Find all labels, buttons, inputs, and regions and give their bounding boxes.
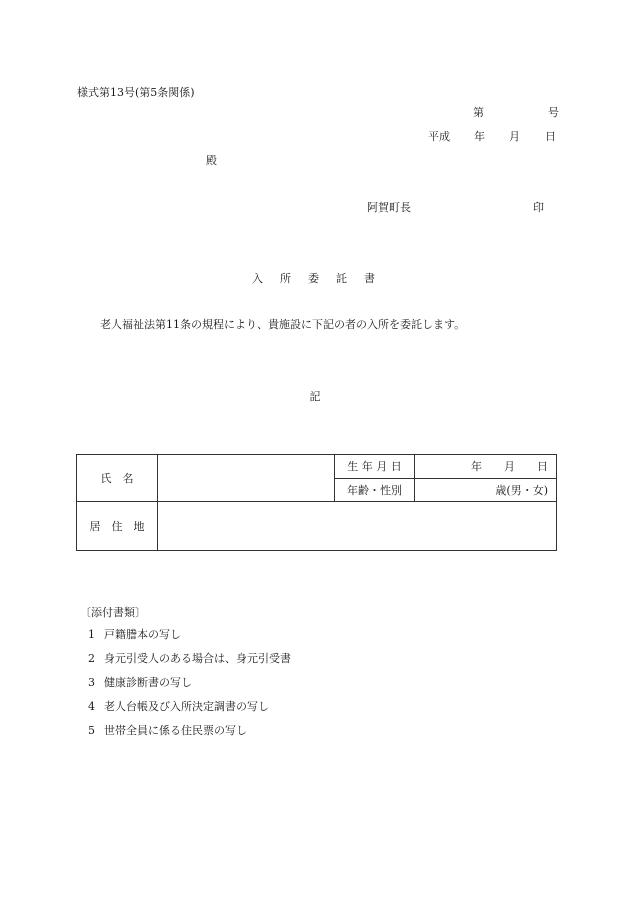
item-text: 健康診断書の写し <box>104 676 192 689</box>
name-field[interactable] <box>158 455 335 502</box>
item-text: 世帯全員に係る住民票の写し <box>104 724 247 737</box>
document-number-suffix: 号 <box>548 106 559 119</box>
body-text: 老人福祉法第11条の規程により、貴施設に下記の者の入所を委託します。 <box>100 318 466 331</box>
item-number: 5 <box>88 724 95 737</box>
table-row <box>77 502 557 551</box>
item-text: 老人台帳及び入所決定調書の写し <box>104 700 269 713</box>
dob-field[interactable]: 年 月 日 <box>415 455 557 479</box>
date-month: 月 <box>509 130 520 143</box>
document-title: 入 所 委 託 書 <box>252 272 378 285</box>
list-item <box>88 724 291 748</box>
item-text: 身元引受人のある場合は、身元引受書 <box>104 652 291 665</box>
document-number-prefix: 第 <box>473 106 484 119</box>
document-number <box>473 106 559 120</box>
issue-date <box>428 130 556 144</box>
address-field[interactable] <box>158 502 557 551</box>
item-number: 4 <box>88 700 95 713</box>
date-day: 日 <box>545 130 556 143</box>
item-number: 1 <box>88 628 95 641</box>
date-era: 平成 <box>428 130 450 143</box>
attachments-heading: 〔添付書類〕 <box>80 606 146 619</box>
table-row <box>77 455 557 479</box>
seal-mark: 印 <box>533 201 544 214</box>
person-info-table <box>76 454 557 551</box>
list-item <box>88 700 291 724</box>
item-number: 3 <box>88 676 95 689</box>
item-text: 戸籍謄本の写し <box>104 628 181 641</box>
list-item <box>88 676 291 700</box>
item-number: 2 <box>88 652 95 665</box>
age-sex-label: 年齢・性別 <box>335 478 415 502</box>
list-item <box>88 652 291 676</box>
form-number: 様式第13号(第5条関係) <box>77 86 195 99</box>
addressee-suffix: 殿 <box>206 154 217 167</box>
list-item <box>88 628 291 652</box>
dob-label: 生 年 月 日 <box>335 455 415 479</box>
attachments-list <box>88 628 291 748</box>
address-label: 居 住 地 <box>77 502 158 551</box>
issuer: 阿賀町長 <box>367 201 411 214</box>
ki-heading: 記 <box>309 390 321 403</box>
date-year: 年 <box>474 130 485 143</box>
age-sex-field[interactable]: 歳(男・女) <box>415 478 557 502</box>
name-label: 氏 名 <box>77 455 158 502</box>
